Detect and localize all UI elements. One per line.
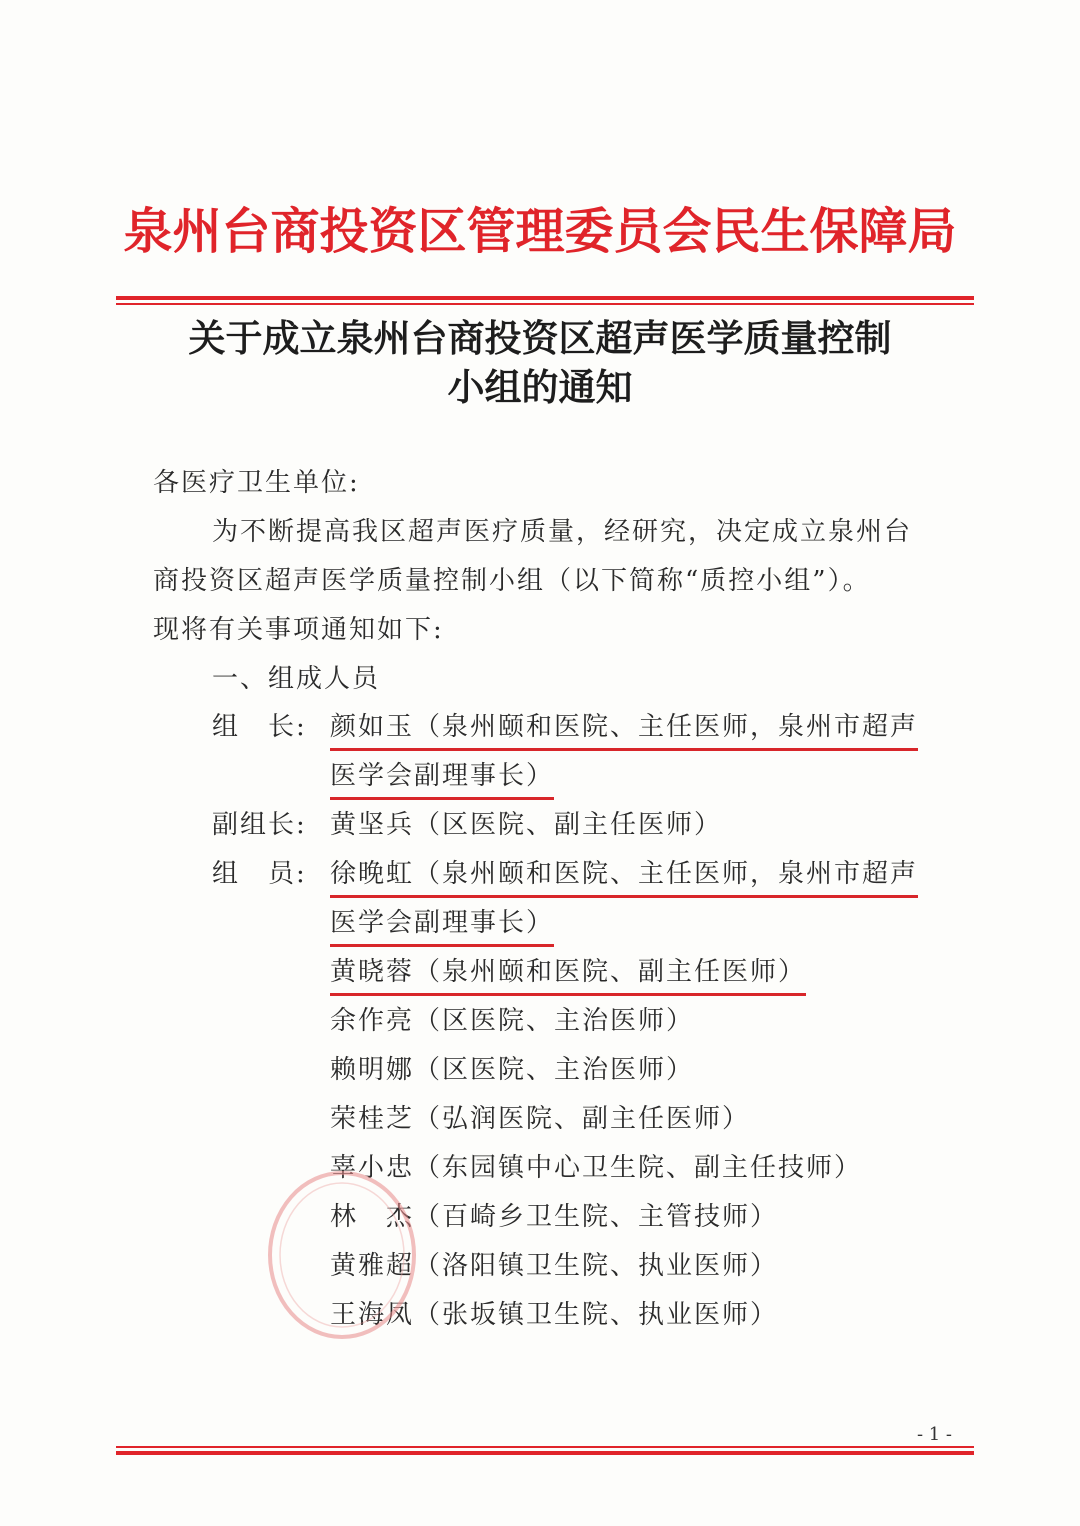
- leader-name: 颜如玉（泉州颐和医院、主任医师，泉州市超声: [330, 712, 918, 751]
- member-label: 组 员:: [212, 859, 307, 889]
- member-item: 林 杰（百崎乡卫生院、主管技师）: [330, 1202, 779, 1232]
- deputy-row: [212, 804, 722, 841]
- member-item: [330, 951, 806, 988]
- official-seal-stamp: [262, 1165, 422, 1345]
- salutation: 各医疗卫生单位:: [153, 468, 360, 498]
- member-item: 徐晚虹（泉州颐和医院、主任医师，泉州市超声: [330, 859, 918, 898]
- deputy-name: 黄坚兵（区医院、副主任医师）: [330, 810, 723, 840]
- member-row: [212, 853, 918, 890]
- leader-row-cont: [330, 755, 554, 792]
- paragraph-line: 商投资区超声医学质量控制小组（以下简称“质控小组”）。: [153, 566, 871, 596]
- paragraph-line: 为不断提高我区超声医疗质量，经研究，决定成立泉州台: [212, 517, 913, 547]
- member-item: [330, 902, 554, 939]
- header-divider-thin: [116, 303, 974, 305]
- member-item: 荣桂芝（弘润医院、副主任医师）: [330, 1104, 751, 1134]
- footer-divider-thin: [116, 1446, 974, 1448]
- paragraph-line: 现将有关事项通知如下:: [153, 615, 444, 645]
- member-item: 辜小忠（东园镇中心卫生院、副主任技师）: [330, 1153, 863, 1183]
- member-item: 余作亮（区医院、主治医师）: [330, 1006, 695, 1036]
- leader-label: 组 长:: [212, 712, 307, 742]
- member-item: 王海凤（张坂镇卫生院、执业医师）: [330, 1300, 779, 1330]
- member-item-text: 医学会副理事长）: [330, 908, 554, 947]
- issuer-header: 泉州台商投资区管理委员会民生保障局: [123, 203, 957, 260]
- footer-divider-thick: [116, 1451, 974, 1455]
- member-item-text: 黄晓蓉（泉州颐和医院、副主任医师）: [330, 957, 806, 996]
- leader-title: 医学会副理事长）: [330, 761, 554, 800]
- header-divider-thick: [116, 296, 974, 300]
- deputy-label: 副组长:: [212, 810, 307, 840]
- page-number: - 1 -: [916, 1424, 952, 1445]
- document-title-line2: 小组的通知: [447, 365, 633, 409]
- member-item: 赖明娜（区医院、主治医师）: [330, 1055, 695, 1085]
- section-heading: 一、组成人员: [212, 664, 381, 694]
- member-item: 黄雅超（洛阳镇卫生院、执业医师）: [330, 1251, 779, 1281]
- leader-row: [212, 706, 918, 743]
- document-title-line1: 关于成立泉州台商投资区超声医学质量控制: [188, 316, 892, 360]
